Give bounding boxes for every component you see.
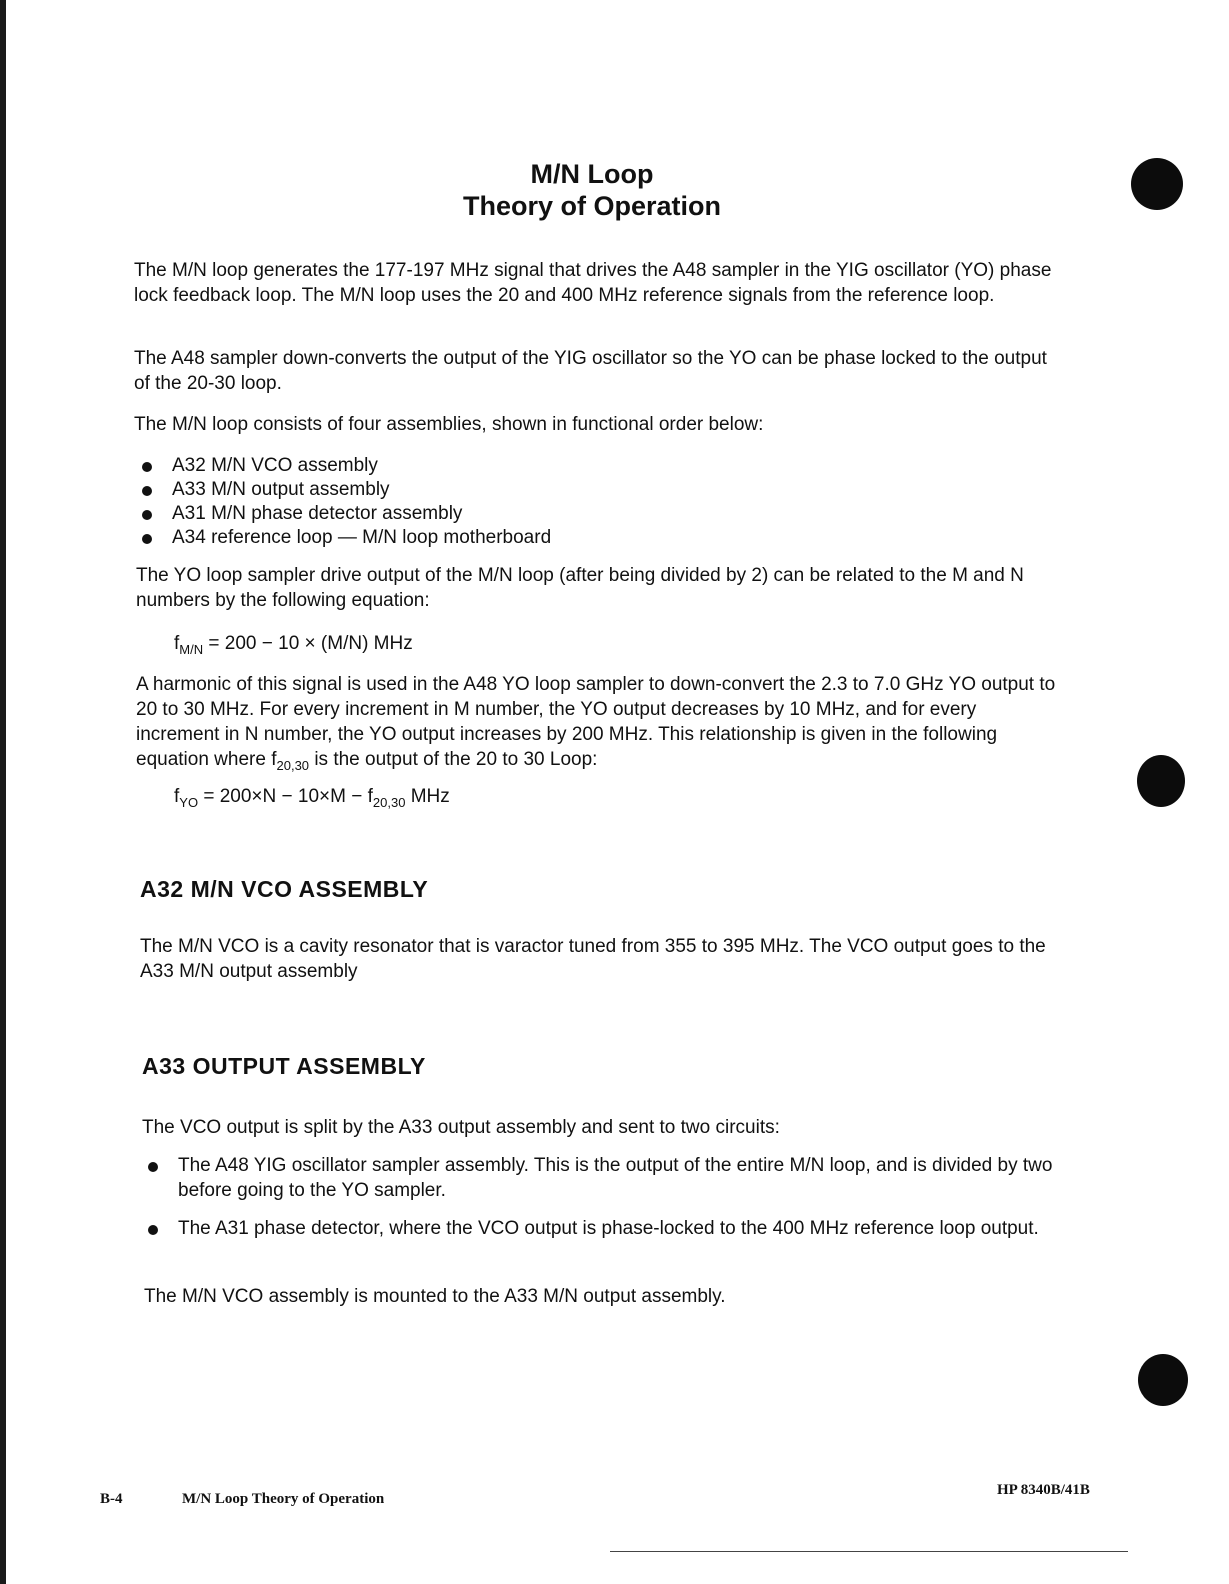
punch-hole-bottom	[1138, 1354, 1188, 1406]
list-item: The A48 YIG oscillator sampler assembly. This is the output of the entire M/N loop, and is divided by two before going to the YO sampler.	[142, 1153, 1062, 1203]
footer-page-number: B-4	[100, 1491, 123, 1507]
page-title-line1: M/N Loop	[530, 159, 654, 189]
list-item: A32 M/N VCO assembly	[138, 454, 838, 478]
list-item: A34 reference loop — M/N loop motherboard	[138, 526, 838, 550]
intro-paragraph-3: The M/N loop consists of four assemblies, shown in functional order below:	[134, 414, 764, 435]
bullet-icon	[142, 486, 152, 496]
intro-paragraph-1: The M/N loop generates the 177-197 MHz signal that drives the A48 sampler in the YIG oscillator (YO) phase lock feedback loop. The M/N loop uses the 20 and 400 MHz reference signals from the reference loop.	[134, 260, 1052, 306]
bullet-icon	[142, 510, 152, 520]
section-heading-a33: A33 OUTPUT ASSEMBLY	[142, 1053, 426, 1079]
footer-model: HP 8340B/41B	[997, 1482, 1090, 1498]
assembly-list	[138, 454, 838, 550]
a33-paragraph-2: The M/N VCO assembly is mounted to the A33 M/N output assembly.	[144, 1286, 726, 1307]
intro-paragraph-4: The YO loop sampler drive output of the M/N loop (after being divided by 2) can be related to the M and N numbers by the following equation:	[136, 565, 1024, 611]
footer-rule	[610, 1551, 1128, 1552]
page-title-line2: Theory of Operation	[462, 191, 722, 221]
binding-edge	[0, 0, 6, 1584]
bullet-icon	[142, 462, 152, 472]
a32-paragraph: The M/N VCO is a cavity resonator that is varactor tuned from 355 to 395 MHz. The VCO output goes to the A33 M/N output assembly	[140, 936, 1046, 982]
a33-paragraph-1: The VCO output is split by the A33 output assembly and sent to two circuits:	[142, 1117, 780, 1138]
intro-paragraph-5: A harmonic of this signal is used in the A48 YO loop sampler to down-convert the 2.3 to 7.0 GHz YO output to 20 to 30 MHz. For every increment in M number, the YO output decreases by 10 MHz, and for every increment in N number, the YO output increases by 200 MHz. This relationship is given in the following equation where $f_{20,30}$ is the output of the 20 to 30 Loop:	[136, 674, 1056, 773]
punch-hole-middle	[1137, 755, 1185, 807]
bullet-icon	[148, 1225, 158, 1235]
bullet-icon	[142, 534, 152, 544]
intro-paragraph-2: The A48 sampler down-converts the output of the YIG oscillator so the YO can be phase locked to the output of the 20-30 loop.	[134, 348, 1047, 394]
equation-fyo: $f_{YO} = 200\times N - 10\times M - f_{20,30}$ MHz	[174, 786, 450, 810]
list-item: The A31 phase detector, where the VCO output is phase-locked to the 400 MHz reference loop output.	[142, 1216, 1062, 1241]
equation-fmn: $f_{M/N} = 200 - 10 \times (M/N)$ MHz	[174, 633, 413, 657]
list-item: A31 M/N phase detector assembly	[138, 502, 838, 526]
section-heading-a32: A32 M/N VCO ASSEMBLY	[140, 876, 429, 902]
list-item: A33 M/N output assembly	[138, 478, 838, 502]
footer-section-title: M/N Loop Theory of Operation	[182, 1491, 385, 1507]
circuit-list	[142, 1153, 1062, 1254]
bullet-icon	[148, 1162, 158, 1172]
